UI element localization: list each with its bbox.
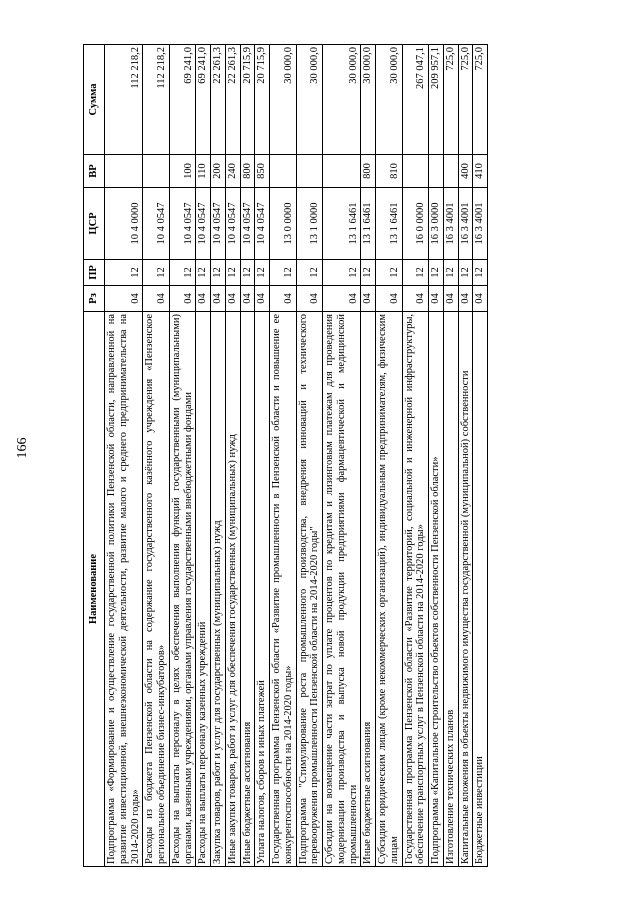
cell-vr: 800 bbox=[361, 155, 376, 188]
table-row bbox=[458, 45, 473, 867]
cell-name: Капитальные вложения в объекты недвижимого имущества государственной (муниципальной) собственности bbox=[458, 312, 473, 867]
cell-rz: 04 bbox=[402, 286, 429, 312]
cell-name: Закупка товаров, работ и услуг для государственных (муниципальных) нужд bbox=[211, 312, 226, 867]
cell-rz: 04 bbox=[443, 286, 458, 312]
cell-pr: 12 bbox=[105, 260, 143, 286]
cell-rz: 04 bbox=[105, 286, 143, 312]
cell-name: Государственная программа Пензенской области «Развитие территорий, социальной и инженерной инфраструктуры, обеспечение транспортных услуг в Пензенской области на 2014-2020 годы» bbox=[402, 312, 429, 867]
cell-sum: 22 261,3 bbox=[225, 45, 240, 155]
table-row bbox=[376, 45, 403, 867]
cell-csr: 10 4 0547 bbox=[169, 188, 196, 260]
cell-name: Уплата налогов, сборов и иных платежей bbox=[255, 312, 270, 867]
cell-sum: 209 957,1 bbox=[429, 45, 444, 155]
cell-csr: 13 0 0000 bbox=[270, 188, 297, 260]
cell-pr: 12 bbox=[402, 260, 429, 286]
cell-name: Расходы на выплаты персоналу в целях обеспечения выполнения функций государственными (муниципальными) органами, казенными учреждениями, органами управления государственными внебюджетными фондами bbox=[169, 312, 196, 867]
cell-csr: 10 4 0000 bbox=[105, 188, 143, 260]
cell-csr: 10 4 0547 bbox=[143, 188, 170, 260]
table-header-row bbox=[84, 45, 105, 867]
cell-vr: 400 bbox=[458, 155, 473, 188]
cell-sum: 112 218,2 bbox=[105, 45, 143, 155]
cell-csr: 13 1 0000 bbox=[296, 188, 323, 260]
cell-sum: 20 715,9 bbox=[240, 45, 255, 155]
header-rz: Рз bbox=[84, 286, 105, 312]
cell-sum: 112 218,2 bbox=[143, 45, 170, 155]
cell-vr: 800 bbox=[240, 155, 255, 188]
cell-name: Расходы на выплаты персоналу казенных учреждений bbox=[196, 312, 211, 867]
cell-pr: 12 bbox=[211, 260, 226, 286]
table-row bbox=[323, 45, 361, 867]
cell-rz: 04 bbox=[211, 286, 226, 312]
cell-vr: 110 bbox=[196, 155, 211, 188]
cell-sum: 22 261,3 bbox=[211, 45, 226, 155]
cell-vr bbox=[105, 155, 143, 188]
cell-rz: 04 bbox=[296, 286, 323, 312]
table-row bbox=[196, 45, 211, 867]
budget-table bbox=[83, 44, 488, 867]
cell-rz: 04 bbox=[240, 286, 255, 312]
cell-name: Расходы из бюджета Пензенской области на содержание государственного казённого учреждения «Пензенское региональное объединение бизнес-инкубаторов» bbox=[143, 312, 170, 867]
cell-pr: 12 bbox=[225, 260, 240, 286]
cell-csr: 16 3 0000 bbox=[429, 188, 444, 260]
cell-name: Субсидии юридическим лицам (кроме некоммерческих организаций), индивидуальным предпринимателям, физическим лицам bbox=[376, 312, 403, 867]
table-row bbox=[443, 45, 458, 867]
table-row bbox=[105, 45, 143, 867]
cell-name: Изготовление технических планов bbox=[443, 312, 458, 867]
header-sum: Сумма bbox=[84, 45, 105, 155]
cell-rz: 04 bbox=[270, 286, 297, 312]
table-row bbox=[169, 45, 196, 867]
cell-rz: 04 bbox=[376, 286, 403, 312]
header-name: Наименование bbox=[84, 312, 105, 867]
cell-csr: 10 4 0547 bbox=[196, 188, 211, 260]
cell-sum: 69 241,0 bbox=[169, 45, 196, 155]
cell-name: Иные бюджетные ассигнования bbox=[361, 312, 376, 867]
table-row bbox=[473, 45, 488, 867]
cell-vr: 850 bbox=[255, 155, 270, 188]
cell-name: Субсидии на возмещение части затрат по уплате процентов по кредитам и лизинговым платежам для проведения модернизации производства и выпуска новой продукции предприятиями фармацевтической и медицинской промышленности bbox=[323, 312, 361, 867]
cell-vr bbox=[296, 155, 323, 188]
table-row bbox=[255, 45, 270, 867]
cell-pr: 12 bbox=[443, 260, 458, 286]
cell-sum: 30 000,0 bbox=[270, 45, 297, 155]
cell-rz: 04 bbox=[143, 286, 170, 312]
table-body bbox=[105, 45, 488, 867]
budget-table-container bbox=[83, 45, 595, 867]
cell-sum: 30 000,0 bbox=[376, 45, 403, 155]
cell-pr: 12 bbox=[240, 260, 255, 286]
table-row bbox=[296, 45, 323, 867]
cell-pr: 12 bbox=[429, 260, 444, 286]
cell-rz: 04 bbox=[255, 286, 270, 312]
cell-vr bbox=[402, 155, 429, 188]
cell-sum: 30 000,0 bbox=[296, 45, 323, 155]
cell-vr bbox=[443, 155, 458, 188]
cell-csr: 10 4 0547 bbox=[211, 188, 226, 260]
cell-rz: 04 bbox=[361, 286, 376, 312]
cell-csr: 10 4 0547 bbox=[240, 188, 255, 260]
table-row bbox=[361, 45, 376, 867]
cell-vr: 240 bbox=[225, 155, 240, 188]
cell-rz: 04 bbox=[473, 286, 488, 312]
cell-rz: 04 bbox=[458, 286, 473, 312]
cell-csr: 10 4 0547 bbox=[255, 188, 270, 260]
table-row bbox=[240, 45, 255, 867]
cell-pr: 12 bbox=[143, 260, 170, 286]
cell-vr: 410 bbox=[473, 155, 488, 188]
cell-name: Иные закупки товаров, работ и услуг для обеспечения государственных (муниципальных) нужд bbox=[225, 312, 240, 867]
cell-name: Бюджетные инвестиции bbox=[473, 312, 488, 867]
cell-sum: 725,0 bbox=[458, 45, 473, 155]
cell-csr: 16 3 4001 bbox=[473, 188, 488, 260]
cell-csr: 16 3 4001 bbox=[443, 188, 458, 260]
table-row bbox=[143, 45, 170, 867]
table-row bbox=[429, 45, 444, 867]
cell-pr: 12 bbox=[473, 260, 488, 286]
table-row bbox=[270, 45, 297, 867]
cell-csr: 13 1 6461 bbox=[323, 188, 361, 260]
cell-vr bbox=[429, 155, 444, 188]
cell-rz: 04 bbox=[429, 286, 444, 312]
cell-pr: 12 bbox=[169, 260, 196, 286]
cell-name: Подпрограмма "Стимулирование роста промышленного производства, внедрения инноваций и технического перевооружения промышленности Пензенской области на 2014-2020 годы" bbox=[296, 312, 323, 867]
cell-rz: 04 bbox=[196, 286, 211, 312]
cell-sum: 20 715,9 bbox=[255, 45, 270, 155]
cell-csr: 16 0 0000 bbox=[402, 188, 429, 260]
cell-rz: 04 bbox=[323, 286, 361, 312]
cell-csr: 13 1 6461 bbox=[361, 188, 376, 260]
cell-name: Государственная программа Пензенской области «Развитие промышленности в Пензенской области и повышение ее конкурентоспособности на 2014-2020 годы» bbox=[270, 312, 297, 867]
cell-csr: 13 1 6461 bbox=[376, 188, 403, 260]
cell-name: Подпрограмма «Формирование и осуществление государственной политики Пензенской области, направленной на развитие инвестиционной, внешнеэкономической деятельности, развитие малого и среднего предпринимательства на 2014-2020 годы» bbox=[105, 312, 143, 867]
cell-vr bbox=[270, 155, 297, 188]
cell-pr: 12 bbox=[296, 260, 323, 286]
cell-vr bbox=[143, 155, 170, 188]
cell-sum: 267 047,1 bbox=[402, 45, 429, 155]
cell-vr: 200 bbox=[211, 155, 226, 188]
header-csr: ЦСР bbox=[84, 188, 105, 260]
cell-csr: 16 3 4001 bbox=[458, 188, 473, 260]
cell-sum: 30 000,0 bbox=[323, 45, 361, 155]
cell-pr: 12 bbox=[376, 260, 403, 286]
cell-sum: 725,0 bbox=[443, 45, 458, 155]
page-number: 166 bbox=[15, 437, 30, 459]
header-vr: ВР bbox=[84, 155, 105, 188]
cell-pr: 12 bbox=[323, 260, 361, 286]
table-row bbox=[225, 45, 240, 867]
table-row bbox=[211, 45, 226, 867]
cell-rz: 04 bbox=[225, 286, 240, 312]
header-pr: ПР bbox=[84, 260, 105, 286]
cell-sum: 30 000,0 bbox=[361, 45, 376, 155]
cell-rz: 04 bbox=[169, 286, 196, 312]
cell-vr: 100 bbox=[169, 155, 196, 188]
cell-pr: 12 bbox=[255, 260, 270, 286]
cell-pr: 12 bbox=[196, 260, 211, 286]
cell-vr bbox=[323, 155, 361, 188]
cell-name: Иные бюджетные ассигнования bbox=[240, 312, 255, 867]
cell-sum: 69 241,0 bbox=[196, 45, 211, 155]
cell-pr: 12 bbox=[361, 260, 376, 286]
cell-sum: 725,0 bbox=[473, 45, 488, 155]
cell-pr: 12 bbox=[458, 260, 473, 286]
cell-vr: 810 bbox=[376, 155, 403, 188]
cell-name: Подпрограмма «Капитальное строительство объектов собственности Пензенской области» bbox=[429, 312, 444, 867]
cell-csr: 10 4 0547 bbox=[225, 188, 240, 260]
table-row bbox=[402, 45, 429, 867]
cell-pr: 12 bbox=[270, 260, 297, 286]
